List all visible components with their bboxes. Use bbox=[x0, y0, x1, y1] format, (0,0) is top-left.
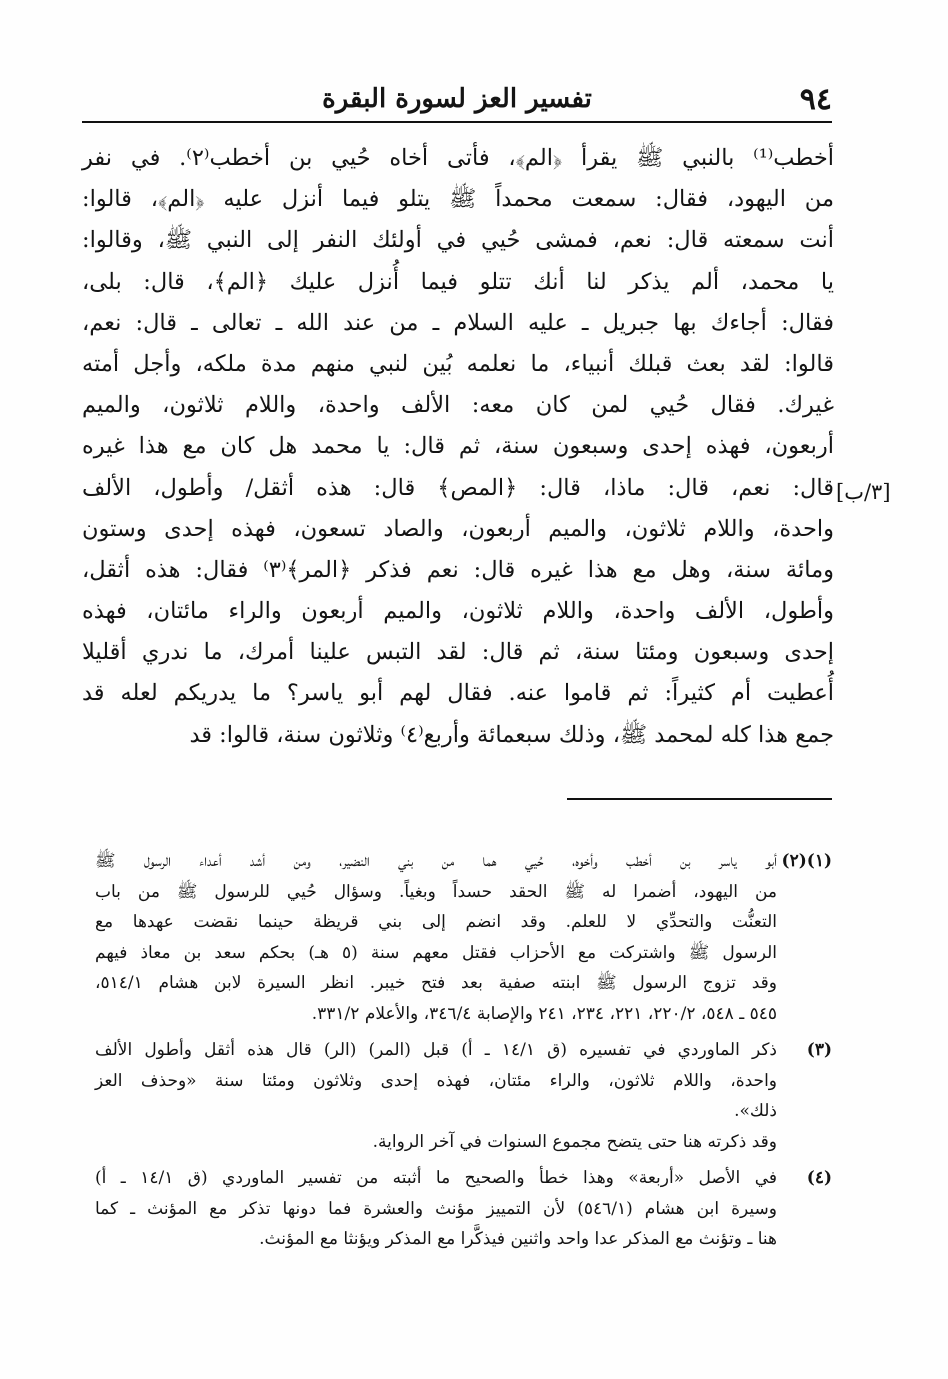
footnote-marker: (٤) bbox=[806, 1168, 832, 1188]
text-line: إحدى وسبعون ومئتا سنة، ثم قال: لقد التبس علينا أمرك، ما ندري أقليلا bbox=[82, 639, 834, 666]
text-line: قال: نعم، قال: ماذا، قال: ﴿المص﴾ قال: هذه أثقل/ وأطول، الألف bbox=[82, 474, 834, 501]
footnote-3 bbox=[95, 1035, 832, 1157]
footnote-line: واحدة، واللام ثلاثون، والراء مئتان، فهذه إحدى وثلاثون ومئتا سنة «وحذف العز bbox=[95, 1070, 777, 1091]
footnote-line: أبو ياسر بن أخطب وأخوه، حُيي هما من بني النضير، ومن أشد أعداء الرسول ﷺ bbox=[95, 851, 777, 871]
header-rule bbox=[82, 121, 832, 123]
text-line: فقال: أجاءك بها جبريل ـ عليه السلام ـ من عند الله ـ تعالى ـ قال: نعم، bbox=[82, 309, 834, 336]
text-line: ومائة سنة، وهل مع هذا غيره قال: نعم فذكر ﴿المر﴾⁽٣⁾ فقال: هذه أثقل، bbox=[82, 556, 834, 583]
footnote-line: ذلك». bbox=[734, 1101, 777, 1121]
page-header bbox=[82, 80, 832, 120]
text-line: غيرك. فقال حُيي لمن كان معه: الألف واحدة، واللام ثلاثون، والميم bbox=[82, 392, 834, 419]
text-line: وأطول، الألف واحدة، واللام ثلاثون، والميم أربعون والراء مائتان، فهذه bbox=[82, 598, 834, 625]
manuscript-folio-note: [٣/ب] bbox=[836, 480, 891, 504]
main-text bbox=[82, 138, 834, 756]
footnote-separator bbox=[567, 798, 832, 800]
footnote-line: وسيرة ابن هشام (٥٤٦/١) لأن التمييز مؤنث والعشرة فما دونها تذكر مع المؤنث ـ كما bbox=[95, 1198, 777, 1219]
footnotes bbox=[95, 846, 832, 1255]
text-line: أنت سمعته قال: نعم، فمشى حُيي في أولئك النفر إلى النبي ﷺ، وقالوا: bbox=[82, 227, 834, 254]
footnote-line: من اليهود، أضمرا له ﷺ الحقد حسداً وبغياً. وسؤال حُيي للرسول ﷺ من باب bbox=[95, 881, 777, 902]
text-line: أُعطيت أم كثيراً: ثم قاموا عنه. فقال لهم أبو ياسر؟ ما يدريكم لعله قد bbox=[82, 680, 834, 707]
footnote-1-2 bbox=[95, 846, 832, 1029]
text-line: يا محمد، ألم يذكر لنا أنك تتلو فيما أُنزل عليك ﴿الم﴾، قال: بلى، bbox=[82, 268, 834, 295]
footnote-line: وقد تزوج الرسول ﷺ ابنته صفية بعد فتح خيبر. انظر السيرة لابن هشام ٥١٤/١، bbox=[95, 973, 777, 993]
footnote-line: ٥٤٥ ـ ٥٤٨، ٢٢٠/٢، ٢٢١، ٢٣٤، ٢٤١ والإصابة ٣٤٦/٤، والأعلام ٣٣١/٢. bbox=[311, 1003, 777, 1024]
footnote-line: في الأصل «أربعة» وهذا خطأ والصحيح ما أثبته من تفسير الماوردي (ق ١٤/١ ـ أ) bbox=[95, 1168, 777, 1188]
running-title: تفسير العز لسورة البقرة bbox=[322, 84, 592, 114]
footnote-4 bbox=[95, 1163, 832, 1255]
text-line: جمع هذا كله لمحمد ﷺ، وذلك سبعمائة وأربع⁽٤⁾ وثلاثون سنة، قالوا: قد bbox=[189, 721, 834, 748]
text-line: من اليهود، فقال: سمعت محمداً ﷺ يتلو فيما أنزل عليه ﴿الم﴾، قالوا: bbox=[82, 186, 834, 213]
footnote-line: هنا ـ وتؤنث مع المذكر عدا واحد واثنين فيذكَّرا مع المذكر ويؤنثا مع المؤنث. bbox=[259, 1229, 777, 1249]
footnote-line: وقد ذكرته هنا حتى يتضح مجموع السنوات في آخر الرواية. bbox=[372, 1131, 777, 1152]
footnote-marker: (١)(٢) bbox=[781, 851, 832, 871]
page-number: ٩٤ bbox=[799, 82, 832, 117]
footnote-marker: (٣) bbox=[806, 1040, 832, 1060]
text-line: واحدة، واللام ثلاثون، والميم أربعون، والصاد تسعون، فهذه إحدى وستون bbox=[82, 515, 834, 542]
footnote-line: ذكر الماوردي في تفسيره (ق ١٤/١ ـ أ) قبل (المر) (الر) قال هذه أثقل وأطول الألف bbox=[95, 1040, 777, 1060]
text-line: قالوا: لقد بعث قبلك أنبياء، ما نعلمه بُين لنبي منهم مدة ملكه، وأجل أمته bbox=[82, 350, 834, 377]
text-line: أخطب⁽¹⁾ بالنبي ﷺ يقرأ ﴿الم﴾، فأتى أخاه حُيي بن أخطب⁽٢⁾. في نفر bbox=[82, 145, 834, 171]
footnote-line: الرسول ﷺ واشتركت مع الأحزاب فقتل معهم سنة (٥ هـ) بحكم سعد بن معاذ فيهم bbox=[95, 942, 777, 963]
text-line: أربعون، فهذه إحدى وسبعون سنة، ثم قال: يا محمد هل كان مع هذا غيره bbox=[82, 433, 834, 460]
footnote-line: التعنُّت والتحدِّي لا للعلم. وقد انضم إلى بني قريظة حينما نقضت عهدها مع bbox=[95, 912, 777, 932]
